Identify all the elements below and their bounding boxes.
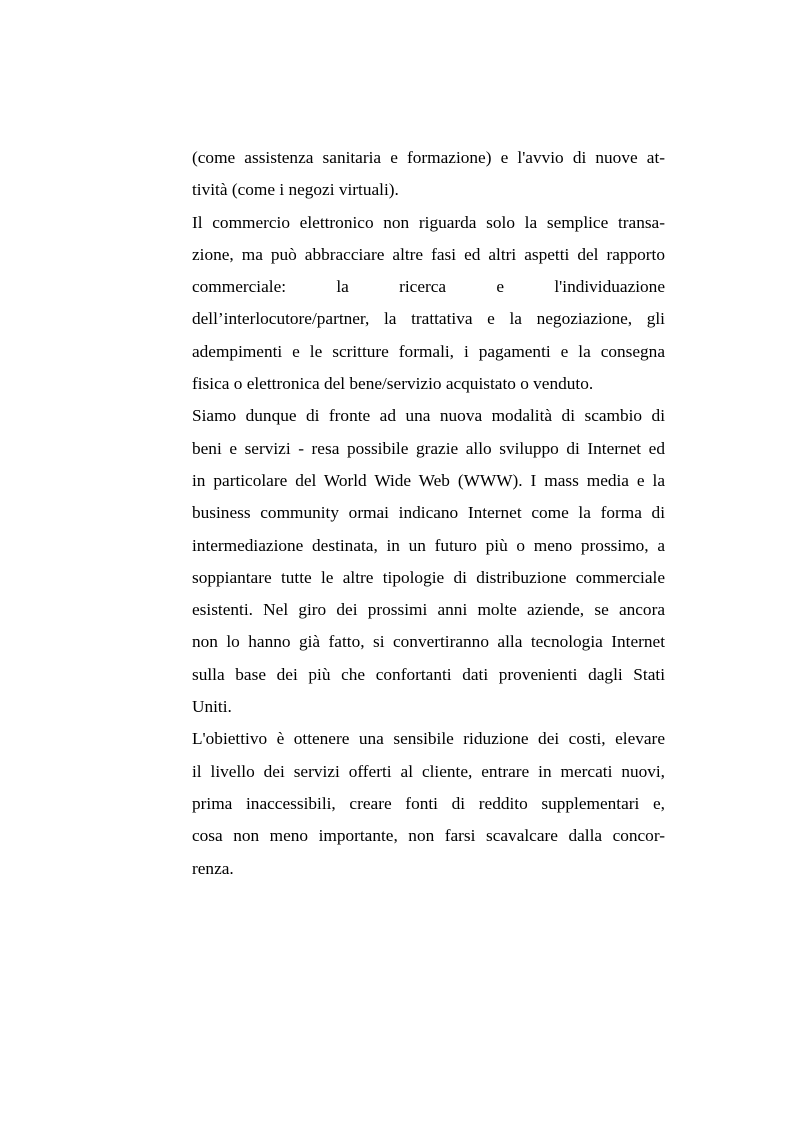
text-line: business community ormai indicano Internet come la forma di xyxy=(192,503,665,523)
paragraph xyxy=(192,400,665,723)
text-line: zione, ma può abbracciare altre fasi ed altri aspetti del rapporto xyxy=(192,244,665,264)
text-line: Uniti. xyxy=(192,697,232,717)
text-line: il livello dei servizi offerti al cliente, entrare in mercati nuovi, xyxy=(192,761,665,781)
text-line: tività (come i negozi virtuali). xyxy=(192,180,399,200)
text-line: beni e servizi - resa possibile grazie allo sviluppo di Internet ed xyxy=(192,438,665,458)
text-line: non lo hanno già fatto, si convertiranno alla tecnologia Internet xyxy=(192,632,665,652)
text-line: prima inaccessibili, creare fonti di reddito supplementari e, xyxy=(192,793,665,813)
text-line: esistenti. Nel giro dei prossimi anni molte aziende, se ancora xyxy=(192,600,665,620)
text-line: Siamo dunque di fronte ad una nuova modalità di scambio di xyxy=(192,406,665,426)
text-line: soppiantare tutte le altre tipologie di distribuzione commerciale xyxy=(192,567,665,587)
text-line: cosa non meno importante, non farsi scavalcare dalla concor- xyxy=(192,826,665,846)
text-line: L'obiettivo è ottenere una sensibile riduzione dei costi, elevare xyxy=(192,729,665,749)
paragraph xyxy=(192,207,665,401)
text-line: Il commercio elettronico non riguarda solo la semplice transa- xyxy=(192,212,665,232)
text-line: (come assistenza sanitaria e formazione) e l'avvio di nuove at- xyxy=(192,148,665,167)
text-line: commerciale: la ricerca e l'individuazione xyxy=(192,277,665,297)
text-line: adempimenti e le scritture formali, i pagamenti e la consegna xyxy=(192,341,665,361)
text-line: intermediazione destinata, in un futuro più o meno prossimo, a xyxy=(192,535,665,555)
text-line: fisica o elettronica del bene/servizio acquistato o venduto. xyxy=(192,374,594,394)
text-line: dell’interlocutore/partner, la trattativa e la negoziazione, gli xyxy=(192,309,665,329)
body-text xyxy=(192,142,665,885)
text-line: sulla base dei più che confortanti dati provenienti dagli Stati xyxy=(192,664,665,684)
text-line: in particolare del World Wide Web (WWW). I mass media e la xyxy=(192,470,665,490)
paragraph xyxy=(192,142,665,207)
paragraph xyxy=(192,723,665,884)
text-line: renza. xyxy=(192,858,234,878)
